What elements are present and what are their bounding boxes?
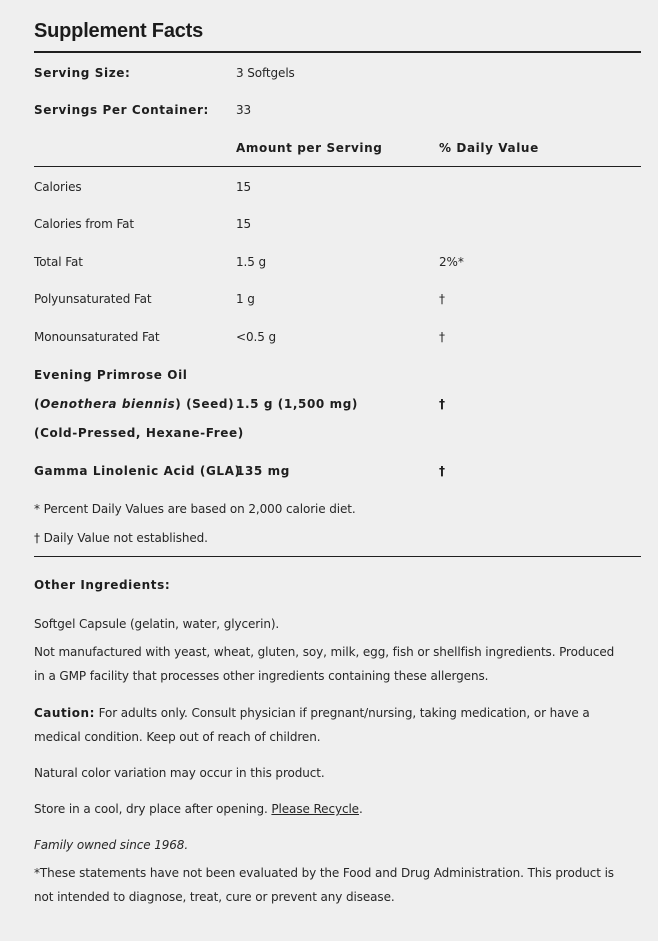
page-title: Supplement Facts	[34, 20, 204, 42]
color-variation-note: Natural color variation may occur in this product.	[34, 766, 325, 780]
footnote-daily-value-not-established: † Daily Value not established.	[34, 531, 208, 545]
nutrient-name: Monounsaturated Fat	[34, 330, 160, 344]
nutrient-daily-value: †	[439, 292, 445, 306]
fda-disclaimer: *These statements have not been evaluated by the Food and Drug Administration. This product is not intended to diagnose, treat, cure or prevent any disease.	[34, 866, 614, 904]
nutrient-daily-value: 2%*	[439, 255, 464, 269]
caution-text: For adults only. Consult physician if pregnant/nursing, taking medication, or have a medical condition. Keep out of reach of children.	[34, 706, 590, 744]
nutrient-amount: <0.5 g	[236, 330, 276, 344]
please-recycle-link[interactable]: Please Recycle	[271, 802, 359, 816]
allergen-statement: Not manufactured with yeast, wheat, gluten, soy, milk, egg, fish or shellfish ingredients. Produced in a GMP facility that processes other ingredients containing these allergens.	[34, 645, 615, 683]
servings-per-container-label: Servings Per Container:	[34, 103, 209, 117]
ingredient-name-line3: (Cold-Pressed, Hexane-Free)	[34, 426, 244, 440]
nutrient-amount: 1 g	[236, 292, 255, 306]
ingredient-daily-value: †	[439, 464, 446, 478]
nutrient-name: Calories from Fat	[34, 217, 135, 231]
servings-per-container-value: 33	[236, 103, 252, 117]
ingredient-name: Gamma Linolenic Acid (GLA)	[34, 464, 241, 478]
caution-label: Caution:	[34, 706, 95, 720]
nutrient-name: Total Fat	[34, 255, 83, 269]
nutrient-name: Calories	[34, 180, 82, 194]
nutrient-name: Polyunsaturated Fat	[34, 292, 152, 306]
nutrient-amount: 15	[236, 217, 252, 231]
ingredient-amount: 135 mg	[236, 464, 290, 478]
ingredient-name-line1: Evening Primrose Oil	[34, 368, 188, 382]
column-header-daily-value: % Daily Value	[439, 141, 539, 155]
serving-size-label: Serving Size:	[34, 66, 131, 80]
nutrient-amount: 1.5 g	[236, 255, 267, 269]
storage-note: Store in a cool, dry place after opening. Please Recycle.	[34, 802, 363, 816]
ingredient-amount: 1.5 g (1,500 mg)	[236, 397, 359, 411]
footnote-divider	[34, 556, 641, 557]
nutrient-amount: 15	[236, 180, 252, 194]
family-owned-note: Family owned since 1968.	[34, 838, 189, 852]
caution-statement	[34, 701, 624, 749]
botanical-name: Oenothera biennis	[40, 397, 176, 411]
header-divider	[34, 166, 641, 167]
serving-size-value: 3 Softgels	[236, 66, 295, 80]
softgel-capsule-text: Softgel Capsule (gelatin, water, glycerin).	[34, 617, 280, 631]
nutrient-daily-value: †	[439, 330, 445, 344]
ingredient-daily-value: †	[439, 397, 446, 411]
footnote-percent-daily-value: * Percent Daily Values are based on 2,000 calorie diet.	[34, 502, 356, 516]
column-header-amount: Amount per Serving	[236, 141, 383, 155]
ingredient-name-line2: (Oenothera biennis) (Seed)	[34, 397, 235, 411]
other-ingredients-heading: Other Ingredients:	[34, 578, 171, 592]
title-divider	[34, 51, 641, 53]
